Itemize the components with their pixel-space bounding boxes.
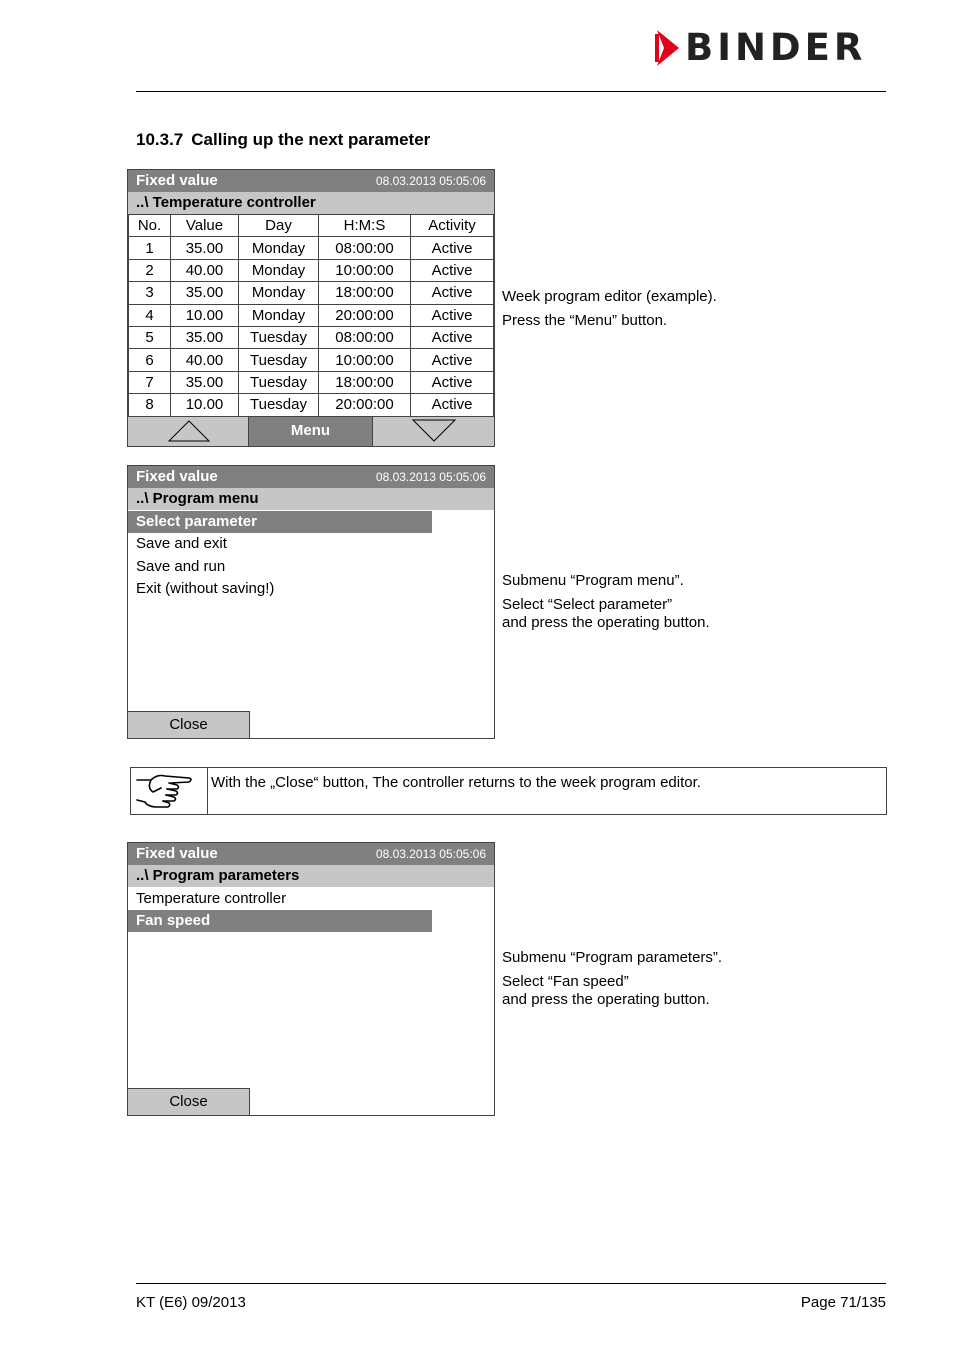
footer-page-number: Page 71/135	[800, 1294, 886, 1311]
cell-no: 7	[129, 371, 171, 393]
program-table	[128, 214, 494, 417]
screen-title: Fixed value	[136, 845, 218, 862]
screen-timestamp: 08.03.2013 05:05:06	[375, 470, 486, 484]
description-line: Week program editor (example).	[502, 288, 717, 305]
section-heading	[136, 130, 430, 150]
menu-item-temperature-controller[interactable]	[128, 888, 432, 910]
description-line: Submenu “Program menu”.	[502, 572, 684, 589]
description-line: Select “Select parameter”	[502, 596, 673, 613]
cell-day: Tuesday	[239, 349, 319, 371]
cell-value: 40.00	[171, 349, 239, 371]
cell-time: 18:00:00	[319, 282, 411, 304]
cell-time: 20:00:00	[319, 304, 411, 326]
triangle-down-icon	[373, 417, 494, 445]
cell-activity: Active	[411, 282, 494, 304]
program-parameters-screen	[127, 842, 495, 1116]
table-row[interactable]	[129, 259, 494, 281]
cell-activity: Active	[411, 237, 494, 259]
table-row[interactable]	[129, 349, 494, 371]
menu-item-select-parameter[interactable]	[128, 511, 432, 533]
breadcrumb-text: ..\ Temperature controller	[136, 194, 316, 211]
table-row[interactable]	[129, 326, 494, 348]
cell-no: 2	[129, 259, 171, 281]
table-row[interactable]	[129, 394, 494, 416]
note-box	[130, 767, 887, 815]
menu-item-save-and-run[interactable]	[128, 556, 432, 578]
pointing-hand-icon	[131, 768, 207, 814]
menu-item-save-and-exit[interactable]	[128, 533, 432, 555]
table-header-row	[129, 215, 494, 237]
cell-value: 35.00	[171, 282, 239, 304]
screen-title: Fixed value	[136, 468, 218, 485]
cell-activity: Active	[411, 394, 494, 416]
scroll-down-button[interactable]	[373, 417, 494, 446]
cell-day: Tuesday	[239, 326, 319, 348]
program-menu-screen	[127, 465, 495, 739]
cell-activity: Active	[411, 349, 494, 371]
binder-arrow-icon	[655, 30, 681, 66]
column-header: Activity	[411, 215, 494, 237]
screen-timestamp: 08.03.2013 05:05:06	[375, 847, 486, 861]
table-row[interactable]	[129, 237, 494, 259]
cell-value: 10.00	[171, 394, 239, 416]
brand-name: BINDER	[685, 26, 867, 69]
close-button[interactable]: Close	[128, 711, 250, 738]
binder-logo	[655, 28, 890, 68]
description-line: Press the “Menu” button.	[502, 312, 668, 329]
section-title: Calling up the next parameter	[191, 130, 431, 149]
menu-item-label: Temperature controller	[136, 890, 287, 907]
cell-no: 4	[129, 304, 171, 326]
cell-no: 5	[129, 326, 171, 348]
breadcrumb-text: ..\ Program parameters	[136, 867, 300, 884]
cell-time: 08:00:00	[319, 326, 411, 348]
column-header: No.	[129, 215, 171, 237]
breadcrumb	[128, 488, 494, 510]
cell-day: Monday	[239, 304, 319, 326]
description-program-parameters	[502, 949, 722, 1015]
screen-title: Fixed value	[136, 172, 218, 189]
cell-value: 35.00	[171, 371, 239, 393]
menu-item-label: Exit (without saving!)	[136, 580, 275, 597]
scroll-up-button[interactable]	[128, 417, 249, 446]
header-rule	[136, 91, 886, 92]
cell-value: 35.00	[171, 237, 239, 259]
menu-item-label: Save and exit	[136, 535, 227, 552]
cell-activity: Active	[411, 304, 494, 326]
column-header: Day	[239, 215, 319, 237]
screen-title-bar	[128, 170, 494, 192]
cell-value: 40.00	[171, 259, 239, 281]
description-program-menu	[502, 572, 710, 638]
cell-activity: Active	[411, 326, 494, 348]
table-row[interactable]	[129, 304, 494, 326]
note-text: With the „Close“ button, The controller returns to the week program editor.	[211, 774, 701, 791]
description-week-program	[502, 288, 717, 336]
breadcrumb-text: ..\ Program menu	[136, 490, 259, 507]
cell-no: 3	[129, 282, 171, 304]
cell-day: Monday	[239, 282, 319, 304]
cell-activity: Active	[411, 371, 494, 393]
triangle-up-icon	[128, 417, 249, 445]
cell-day: Monday	[239, 259, 319, 281]
note-icon-cell	[131, 768, 208, 814]
footer-document-id: KT (E6) 09/2013	[136, 1294, 246, 1311]
cell-time: 18:00:00	[319, 371, 411, 393]
breadcrumb	[128, 865, 494, 887]
menu-item-label: Save and run	[136, 558, 226, 575]
cell-time: 10:00:00	[319, 259, 411, 281]
cell-no: 6	[129, 349, 171, 371]
cell-time: 08:00:00	[319, 237, 411, 259]
footer-rule	[136, 1283, 886, 1284]
column-header: H:M:S	[319, 215, 411, 237]
table-row[interactable]	[129, 282, 494, 304]
menu-item-label: Fan speed	[136, 912, 211, 929]
cell-no: 8	[129, 394, 171, 416]
week-program-screen	[127, 169, 495, 447]
description-line: Select “Fan speed”	[502, 973, 629, 990]
screen-timestamp: 08.03.2013 05:05:06	[375, 174, 486, 188]
section-number: 10.3.7	[136, 130, 184, 149]
column-header: Value	[171, 215, 239, 237]
cell-day: Tuesday	[239, 394, 319, 416]
button-bar	[128, 416, 494, 446]
cell-value: 35.00	[171, 326, 239, 348]
menu-item-fan-speed[interactable]	[128, 910, 432, 932]
cell-value: 10.00	[171, 304, 239, 326]
menu-item-exit-without-saving[interactable]	[128, 578, 432, 600]
cell-no: 1	[129, 237, 171, 259]
screen-title-bar	[128, 466, 494, 488]
cell-time: 10:00:00	[319, 349, 411, 371]
description-line: and press the operating button.	[502, 614, 710, 631]
cell-day: Tuesday	[239, 371, 319, 393]
cell-time: 20:00:00	[319, 394, 411, 416]
close-button[interactable]: Close	[128, 1088, 250, 1115]
description-line: Submenu “Program parameters”.	[502, 949, 723, 966]
cell-day: Monday	[239, 237, 319, 259]
menu-item-label: Select parameter	[136, 513, 257, 530]
cell-activity: Active	[411, 259, 494, 281]
menu-button[interactable]: Menu	[249, 417, 373, 446]
screen-title-bar	[128, 843, 494, 865]
table-row[interactable]	[129, 371, 494, 393]
breadcrumb	[128, 192, 494, 214]
description-line: and press the operating button.	[502, 991, 710, 1008]
